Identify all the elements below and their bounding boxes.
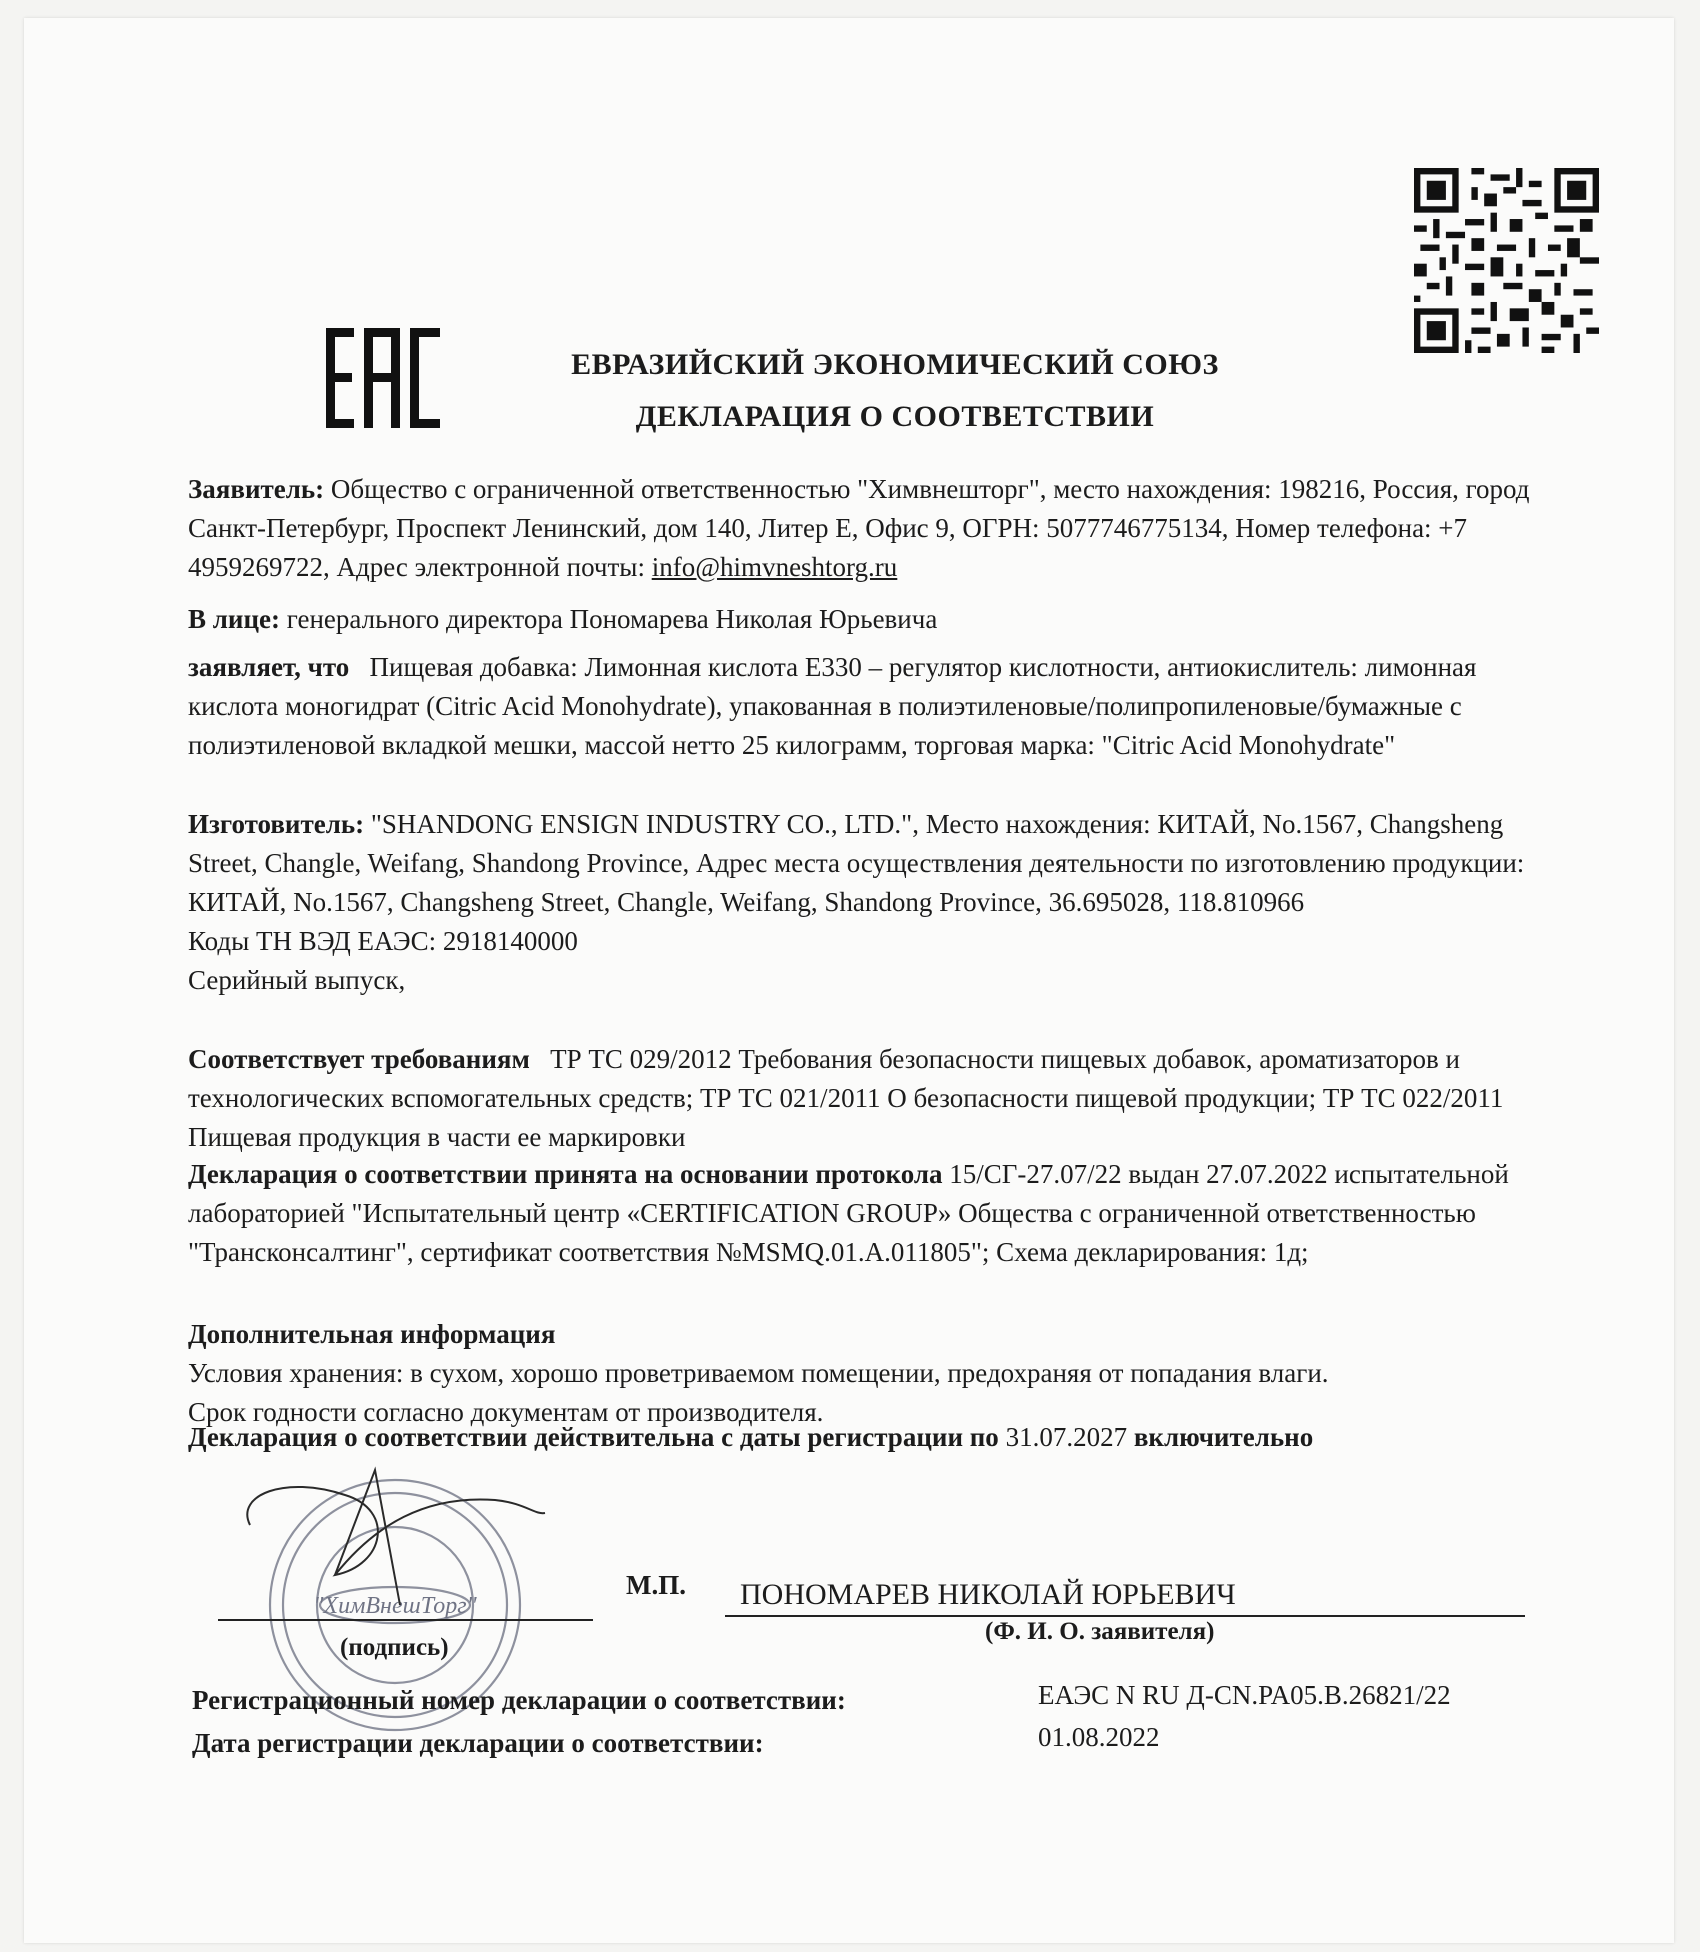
name-label: (Ф. И. О. заявителя) (985, 1618, 1215, 1645)
union-title: ЕВРАЗИЙСКИЙ ЭКОНОМИЧЕСКИЙ СОЮЗ (571, 348, 1219, 381)
signature-line (218, 1619, 593, 1621)
qr-code (1414, 168, 1599, 353)
registration-number-label: Регистрационный номер декларации о соответствии: (192, 1685, 846, 1715)
validity-block (188, 1418, 1568, 1457)
additional-block (188, 1315, 1568, 1432)
applicant-label: Заявитель: (188, 474, 325, 504)
manufacturer-label: Изготовитель: (188, 809, 365, 839)
stamp-place-label: М.П. (626, 1570, 686, 1600)
signature-label: (подпись) (340, 1634, 449, 1661)
person-text: генерального директора Пономарева Николая Юрьевича (286, 604, 938, 634)
validity-suffix: включительно (1133, 1422, 1314, 1452)
applicant-email-link[interactable]: info@himvneshtorg.ru (651, 552, 898, 582)
person-block (188, 600, 1568, 639)
validity-prefix: Декларация о соответствии действительна с даты регистрации по (188, 1422, 999, 1452)
shelf-life: Срок годности согласно документам от производителя. (188, 1397, 824, 1427)
applicant-full-name: ПОНОМАРЕВ НИКОЛАЙ ЮРЬЕВИЧ (740, 1578, 1236, 1611)
declares-block (188, 648, 1568, 765)
serial-release: Серийный выпуск, (188, 965, 406, 995)
declares-text: Пищевая добавка: Лимонная кислота Е330 – регулятор кислотности, антиокислитель: лимонная кислота моногидрат (Citric Acid Monohydrate), упакованная в полиэтиленовые/полипропиленовые/бумажные с полиэтиленовой вкладкой мешки, массой нетто 25 килограмм, торговая марка: "Citric Acid Monohydrate" (188, 652, 1477, 760)
compliance-text: ТР ТС 029/2012 Требования безопасности пищевых добавок, ароматизаторов и технологических вспомогательных средств; ТР ТС 021/2011 О безопасности пищевой продукции; ТР ТС 022/2011 Пищевая продукция в части ее маркировки (188, 1044, 1504, 1152)
basis-text: 15/СГ-27.07/22 выдан 27.07.2022 испытательной лабораторией "Испытательный центр «CERTIFICATION GROUP» Общества с ограниченной ответственностью "Трансконсалтинг", сертификат соответствия №MSMQ.01.A.011805"; Схема декларирования: 1д; (188, 1159, 1509, 1267)
basis-block (188, 1155, 1568, 1272)
manufacturer-text: "SHANDONG ENSIGN INDUSTRY CO., LTD.", Место нахождения: КИТАЙ, No.1567, Changsheng Street, Changle, Weifang, Shandong Province, Адрес места осуществления деятельности по изготовлению продукции: КИТАЙ, No.1567, Changsheng Street, Changle, Weifang, Shandong Province, 36.695028, 118.810966 (188, 809, 1525, 917)
additional-label: Дополнительная информация (188, 1319, 556, 1349)
registration-number: ЕАЭС N RU Д-CN.PA05.B.26821/22 (1038, 1680, 1451, 1710)
compliance-label: Соответствует требованиям (188, 1044, 530, 1074)
manufacturer-block (188, 805, 1568, 1000)
customs-codes: Коды ТН ВЭД ЕАЭС: 2918140000 (188, 926, 578, 956)
declares-label: заявляет, что (188, 652, 350, 682)
stamp-company: "ХимВнешТорг" (313, 1593, 477, 1619)
applicant-block (188, 470, 1568, 587)
round-stamp (225, 1455, 550, 1765)
declaration-title: ДЕКЛАРАЦИЯ О СООТВЕТСТВИИ (635, 400, 1155, 433)
validity-date: 31.07.2027 (1005, 1422, 1128, 1452)
registration-date-label: Дата регистрации декларации о соответствии: (192, 1728, 764, 1758)
basis-label: Декларация о соответствии принята на основании протокола (188, 1159, 943, 1189)
person-label: В лице: (188, 604, 280, 634)
applicant-text: Общество с ограниченной ответственностью "Химвнешторг", место нахождения: 198216, Россия, город Санкт-Петербург, Проспект Ленинский, дом 140, Литер Е, Офис 9, ОГРН: 5077746775134, Номер телефона: +7 4959269722, Адрес электронной почты: (188, 474, 1530, 582)
compliance-block (188, 1040, 1568, 1157)
name-line (725, 1615, 1525, 1617)
storage-conditions: Условия хранения: в сухом, хорошо проветриваемом помещении, предохраняя от попадания влаги. (188, 1358, 1329, 1388)
registration-date: 01.08.2022 (1038, 1722, 1160, 1752)
